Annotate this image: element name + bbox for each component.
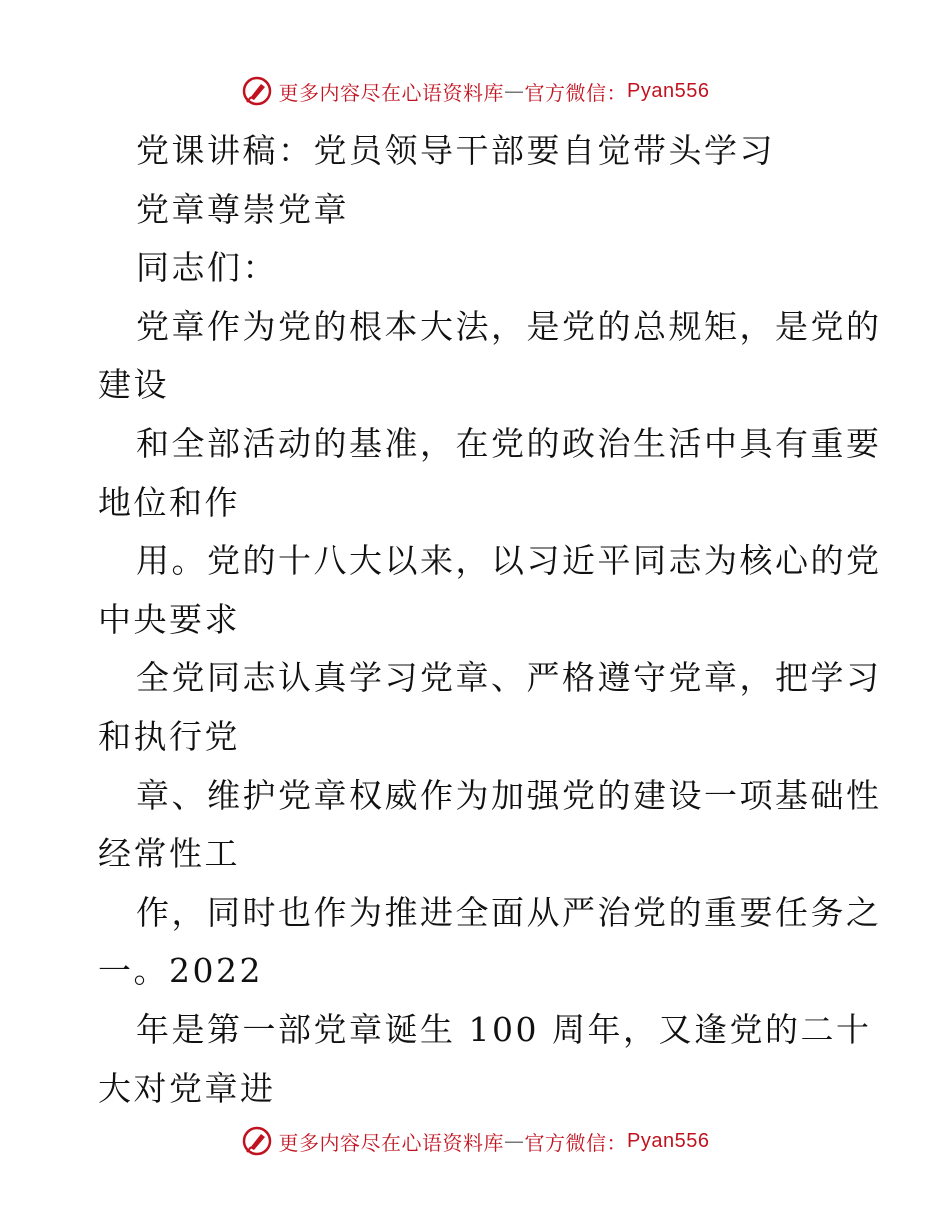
paragraph-line: 章、维护党章权威作为加强党的建设一项基础性 — [136, 775, 882, 815]
banner-text: 更多内容尽在心语资料库 — [278, 80, 505, 105]
paragraph-line: 年是第一部党章诞生 100 周年，又逢党的二十 — [136, 1009, 872, 1049]
document-title-line-2: 党章尊崇党章 — [136, 189, 349, 229]
paragraph-line: 中央要求 — [98, 599, 240, 639]
document-title-line-1: 党课讲稿：党员领导干部要自觉带头学习 — [136, 131, 775, 170]
paragraph-line: 和执行党 — [98, 716, 240, 756]
footer-banner — [0, 1121, 950, 1161]
salutation: 同志们： — [136, 248, 278, 288]
paragraph-line: 党章作为党的根本大法，是党的总规矩，是党的 — [136, 306, 882, 346]
banner-wechat-id: Pyan556 — [627, 79, 710, 102]
paragraph-line: 一。2022 — [98, 951, 263, 991]
paragraph-line: 大对党章进 — [98, 1068, 276, 1108]
paragraph-line: 和全部活动的基准，在党的政治生活中具有重要 — [136, 423, 882, 463]
banner-separator: — — [504, 79, 525, 103]
document-body — [98, 122, 882, 1118]
paragraph-line: 经常性工 — [98, 834, 240, 874]
paragraph-line: 用。党的十八大以来，以习近平同志为核心的党 — [136, 541, 882, 581]
paragraph-line: 建设 — [98, 365, 169, 405]
paragraph-line: 作，同时也作为推进全面从严治党的重要任务之 — [136, 892, 882, 932]
banner-wechat-label: 官方微信： — [524, 1130, 628, 1155]
banner-separator: — — [504, 1129, 525, 1153]
paragraph-line: 地位和作 — [98, 482, 240, 522]
banner-wechat-label: 官方微信： — [524, 80, 628, 105]
header-banner — [0, 71, 950, 111]
banner-wechat-id: Pyan556 — [627, 1129, 710, 1152]
paragraph-line: 全党同志认真学习党章、严格遵守党章，把学习 — [136, 658, 882, 698]
quill-pen-logo-icon — [241, 1125, 273, 1157]
quill-pen-logo-icon — [241, 75, 273, 107]
banner-text: 更多内容尽在心语资料库 — [278, 1130, 505, 1155]
